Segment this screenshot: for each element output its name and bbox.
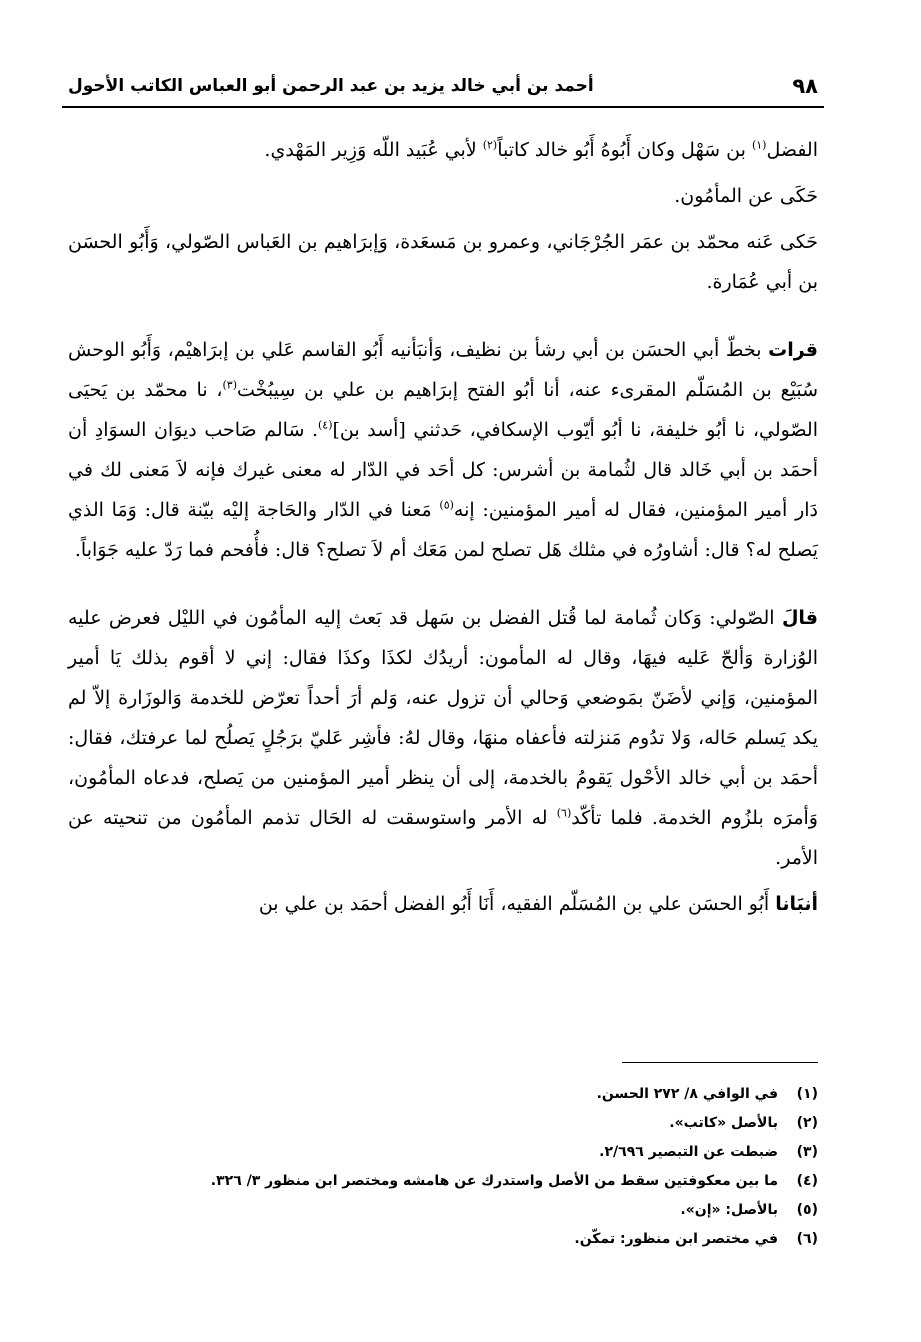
paragraph-4-text-d: مَعنا في الدّار والحَاجة إليْه بيّنة قال: وَمَا الذي يَصلح له؟ قال: أشاورُه في مثلك هَل تصلح لمن مَعَك أم لاَ تصلح؟ قال: فأُفحم فما رَدّ عليه جَوَاباً. [68, 499, 818, 561]
paragraph-5 [68, 598, 818, 878]
paragraph-4-text-a: بخطّ أبي الحسَن بن أبي رشأ بن نظيف، وَأنبَأنيه أَبُو القاسم عَلي بن إبرَاهيْم، وَأَبُو الوحش سُبَيْع بن المُسَلّم المقرىء عنه، أنا أبُو الفتح إبرَاهيم بن علي بن سِيبُخْت [68, 339, 818, 401]
paragraph-1-text-b: بن سَهْل وكان أَبُوهُ أَبُو خالد كاتباً [497, 139, 752, 161]
footnote-6 [68, 1225, 818, 1254]
footnote-number: (٥) [796, 1202, 818, 1218]
paragraph-1-text-a: الفضل [766, 139, 818, 161]
paragraph-1 [68, 130, 818, 170]
paragraph-4-text-b: ، نا محمّد بن يَحيَى الصّولي، نا أبُو خليفة، نا أبُو أيّوب الإسكافي، حَدثني [أسد بن] [68, 379, 818, 441]
footnote-text: ما بين معكوفتين سقط من الأصل واستدرك عن هامشه ومختصر ابن منظور ٣/ ٣٢٦. [210, 1173, 778, 1189]
footnote-3 [68, 1138, 818, 1167]
footnote-text: ضبطت عن التبصير ٢/٦٩٦. [599, 1144, 778, 1160]
paragraph-4 [68, 330, 818, 570]
footnote-number: (٤) [796, 1173, 818, 1189]
footnote-number: (٣) [796, 1144, 818, 1160]
footnote-ref-6[interactable]: (٦) [556, 806, 572, 820]
footnote-separator [622, 1062, 818, 1063]
footnote-number: (٦) [796, 1231, 818, 1247]
page-header [68, 70, 818, 102]
paragraph-6-lead-word: أنبَانا [775, 893, 818, 915]
footnote-text: في مختصر ابن منظور: تمكّن. [574, 1231, 778, 1247]
footnote-number: (٢) [796, 1115, 818, 1131]
footnote-2 [68, 1109, 818, 1138]
footnote-ref-4[interactable]: (٤) [318, 418, 333, 432]
footnote-text: بالأصل: «إن». [680, 1202, 778, 1218]
paragraph-1-text-c: لأبي عُبَيد اللّه وَزِير المَهْدي. [264, 139, 483, 161]
running-title: أحمد بن أبي خالد يزيد بن عبد الرحمن أبو العباس الكاتب الأحول [68, 76, 594, 96]
page-number: ٩٨ [792, 74, 818, 98]
paragraph-4-lead-word: قرات [768, 339, 818, 361]
paragraph-5-text-b: له الأمر واستوسقت له الحَال تذمم المأمُون من تنحيته عن الأمر. [68, 807, 818, 869]
paragraph-5-text-a: الصّولي: وَكان ثُمامة لما قُتل الفضل بن سَهل قد بَعث إليه المأمُون في الليْل فعرض عليه الوُزارة وَألحّ عَليه فيهَا، وقال له المأمون: أريدُك لكذَا وكذَا فقال: إني لا أقوم بذلك يَا أمير المؤمنين، وَإني لأضَنّ بمَوضعي وَحالي أن تزول عنه، وَلم أرَ أحداً تعرّض للخدمة وَالوزَارة إلاّ لم يكد يَسلم حَاله، وَلا تدُوم مَنزلته فأعفاه منهَا، وقال لهُ: فأشِر عَليّ برَجُلٍ يَصلُح لما عرفتك، فقال: أحمَد بن أبي خالد الأحْول يَقومُ بالخدمة، إلى أن ينظر أمير المؤمنين من يَصلح، فدعاه المأمُون، وَأمرَه بلزُوم الخدمة. فلما تأكّد [68, 607, 818, 829]
footnote-text: بالأصل «كاتب». [669, 1115, 778, 1131]
paragraph-6-text: أَبُو الحسَن علي بن المُسَلّم الفقيه، أَنَا أَبُو الفضل أحمَد بن علي بن [258, 893, 776, 915]
paragraph-4-text-c: . سَالم صَاحب ديوَان السوَادِ أن أحمَد بن أبي خَالد قال لثُمامة بن أشرس: كل أحَد في الدّار له معنى غيرك فإنه لاَ مَعنى لك في دَار أمير المؤمنين، فقال له أمير المؤمنين: إنه [68, 419, 818, 521]
paragraph-5-lead-word: قالَ [781, 607, 818, 629]
footnote-ref-2[interactable]: (٢) [482, 138, 498, 152]
footnote-ref-3[interactable]: (٣) [222, 378, 238, 392]
paragraph-2: حَكَى عن المأمُون. [674, 185, 818, 207]
paragraph-6 [68, 884, 818, 924]
footnote-1 [68, 1080, 818, 1109]
body-text [68, 130, 818, 924]
footnote-ref-1[interactable]: (١) [751, 138, 767, 152]
footnote-4 [68, 1167, 818, 1196]
paragraph-3: حَكى عَنه محمّد بن عمَر الجُرْجَاني، وعمرو بن مَسعَدة، وَإبرَاهيم بن العَباس الصّولي، وَأَبُو الحسَن بن أبي عُمَارة. [68, 231, 818, 293]
footnote-number: (١) [796, 1086, 818, 1102]
footnote-5 [68, 1196, 818, 1225]
header-rule [62, 106, 824, 108]
footnote-text: في الوافي ٨/ ٢٧٢ الحسن. [596, 1086, 778, 1102]
footnotes [68, 1080, 818, 1254]
footnote-ref-5[interactable]: (٥) [439, 498, 454, 512]
